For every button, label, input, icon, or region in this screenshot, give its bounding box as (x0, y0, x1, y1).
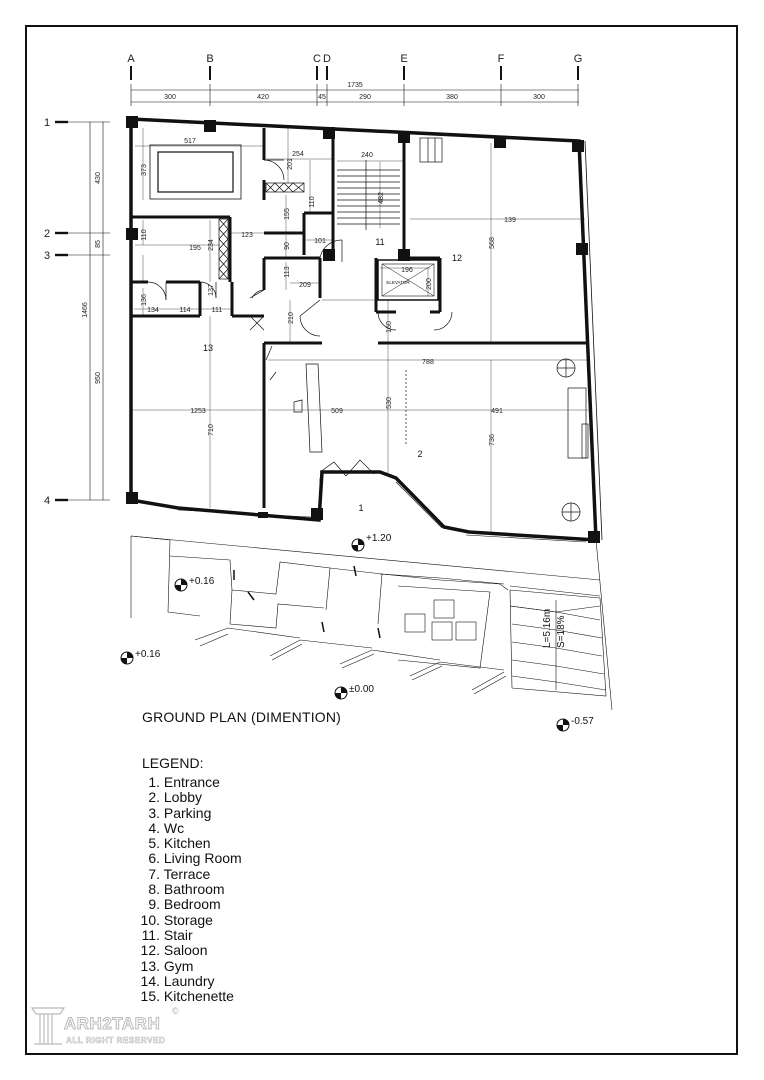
legend-item: 8. Bathroom (148, 881, 225, 898)
interior-walls (131, 128, 589, 508)
dimension-text: 114 (179, 307, 191, 314)
dimension-text: 155 (284, 208, 291, 220)
dimension-text: 509 (331, 408, 343, 415)
dimension-text: 201 (287, 158, 294, 170)
column-spacing-dim: 420 (257, 94, 269, 101)
dimension-text: 240 (361, 152, 373, 159)
column-label: F (497, 53, 505, 65)
stair (337, 138, 442, 230)
row-label-2: 2 (43, 228, 51, 240)
dimension-text: 209 (299, 282, 311, 289)
room-tag-gym: 13 (202, 343, 214, 353)
level-markers (121, 533, 594, 731)
dimension-text: 101 (314, 238, 326, 245)
level-marker-2 (175, 576, 215, 591)
column-spacing-dims (164, 94, 545, 101)
dimension-text: 139 (504, 217, 516, 224)
dimension-text: 110 (309, 196, 316, 208)
dimension-text: 196 (401, 267, 413, 274)
room-tag-saloon: 12 (451, 253, 463, 263)
legend-item: 15. Kitchenette (140, 988, 234, 1005)
column-spacing-dim: 300 (533, 94, 545, 101)
dimension-text: 254 (292, 151, 304, 158)
room-tag-lobby: 2 (417, 449, 423, 459)
pool (150, 145, 241, 199)
row-dim-1: 430 (95, 172, 102, 184)
storage-shelves (219, 183, 304, 279)
column-spacing-dim: 290 (359, 94, 371, 101)
dimension-text: 113 (284, 266, 291, 278)
legend-title: LEGEND: (142, 755, 204, 771)
legend-item: 12. Saloon (140, 942, 208, 959)
column-grid (131, 90, 579, 102)
dimension-text: 111 (211, 307, 223, 314)
legend-list (132, 775, 242, 1004)
dimension-text: 200 (426, 278, 433, 290)
dimension-text: 134 (147, 307, 159, 314)
row-dim-2: 85 (95, 240, 102, 248)
column-spacing-dim: 45 (318, 94, 326, 101)
level-text: +0.16 (189, 576, 215, 587)
dimension-text: 491 (491, 408, 503, 415)
column-logo-icon (30, 1004, 66, 1048)
legend-item: 3. Parking (148, 804, 212, 821)
row-ticks (55, 122, 68, 500)
row-labels (44, 117, 50, 507)
dimension-text: 123 (241, 232, 253, 239)
level-text: ±0.00 (349, 684, 374, 695)
dimension-text: 90 (284, 242, 291, 250)
column-label: D (323, 53, 331, 65)
watermark-brand: ARH2TARH (64, 1014, 161, 1033)
row-label-3: 3 (43, 250, 51, 262)
dimension-text: 373 (141, 164, 148, 176)
legend-item: 14. Laundry (140, 972, 215, 989)
level-marker-3 (121, 649, 161, 664)
column-label: A (127, 53, 135, 65)
dimension-text: 530 (386, 397, 393, 409)
column-spacing-dim: 380 (446, 94, 458, 101)
dimension-text: 482 (378, 192, 385, 204)
column-label: G (573, 53, 583, 65)
legend-item: 6. Living Room (148, 850, 242, 867)
legend-item: 9. Bedroom (148, 896, 221, 913)
column-label: E (400, 53, 408, 65)
dimension-texts (141, 138, 516, 446)
dimension-text: 517 (184, 138, 196, 145)
legend-item: 13. Gym (140, 957, 194, 974)
column-labels (127, 53, 582, 65)
level-text: +0.16 (135, 649, 161, 660)
copyright-mark: © (172, 1006, 179, 1016)
row-spacing-dims (82, 172, 102, 384)
dimension-text: 736 (489, 434, 496, 446)
watermark-rights: ALL RIGHT RESERVED (66, 1036, 166, 1045)
column-spacing-dim: 300 (164, 94, 176, 101)
level-marker-5 (557, 716, 594, 731)
dimension-text: 788 (422, 359, 434, 366)
legend-item: 10. Storage (140, 911, 213, 928)
doors (148, 160, 452, 476)
dimension-text: 195 (189, 245, 201, 252)
legend-item: 5. Kitchen (148, 835, 211, 852)
dimension-text: 568 (489, 237, 496, 249)
legend-item: 4. Wc (148, 819, 185, 836)
legend-item: 1. Entrance (148, 774, 220, 790)
legend-item: 7. Terrace (148, 865, 211, 882)
row-label-4: 4 (43, 495, 51, 507)
ramp-length: L=5.16m (542, 608, 553, 648)
dimension-text: 160 (386, 321, 393, 333)
level-text: -0.57 (571, 716, 594, 727)
dimension-text: 210 (288, 312, 295, 324)
ramp-slope: S=18% (556, 615, 567, 648)
room-tag-entrance: 1 (358, 503, 364, 513)
dimension-text: 1253 (190, 408, 206, 415)
row-label-1: 1 (43, 117, 51, 129)
dimension-text: 137 (208, 284, 215, 296)
row-dim-3: 950 (95, 372, 102, 384)
dimension-text: 136 (141, 294, 148, 306)
column-label: B (206, 53, 214, 65)
dimension-text: 710 (208, 424, 215, 436)
level-marker-1 (352, 533, 392, 551)
column-label: C (313, 53, 321, 65)
elevator-label: ELEVATOR (386, 280, 410, 285)
plan-title: GROUND PLAN (DIMENTION) (142, 709, 342, 725)
row-total-dim: 1466 (82, 302, 89, 318)
legend-item: 11. Stair (141, 926, 193, 943)
room-tag-stair: 11 (375, 237, 385, 247)
legend-item: 2. Lobby (148, 789, 203, 806)
lobby-furniture (294, 359, 588, 521)
dimension-text: 110 (141, 229, 148, 241)
level-text: +1.20 (366, 533, 392, 544)
dimension-text: 234 (208, 239, 215, 251)
column-total-dim: 1735 (347, 82, 363, 89)
ramp-labels (542, 609, 567, 648)
structural-columns (126, 116, 600, 543)
watermark-logo (30, 1000, 180, 1052)
level-marker-4 (335, 684, 374, 699)
